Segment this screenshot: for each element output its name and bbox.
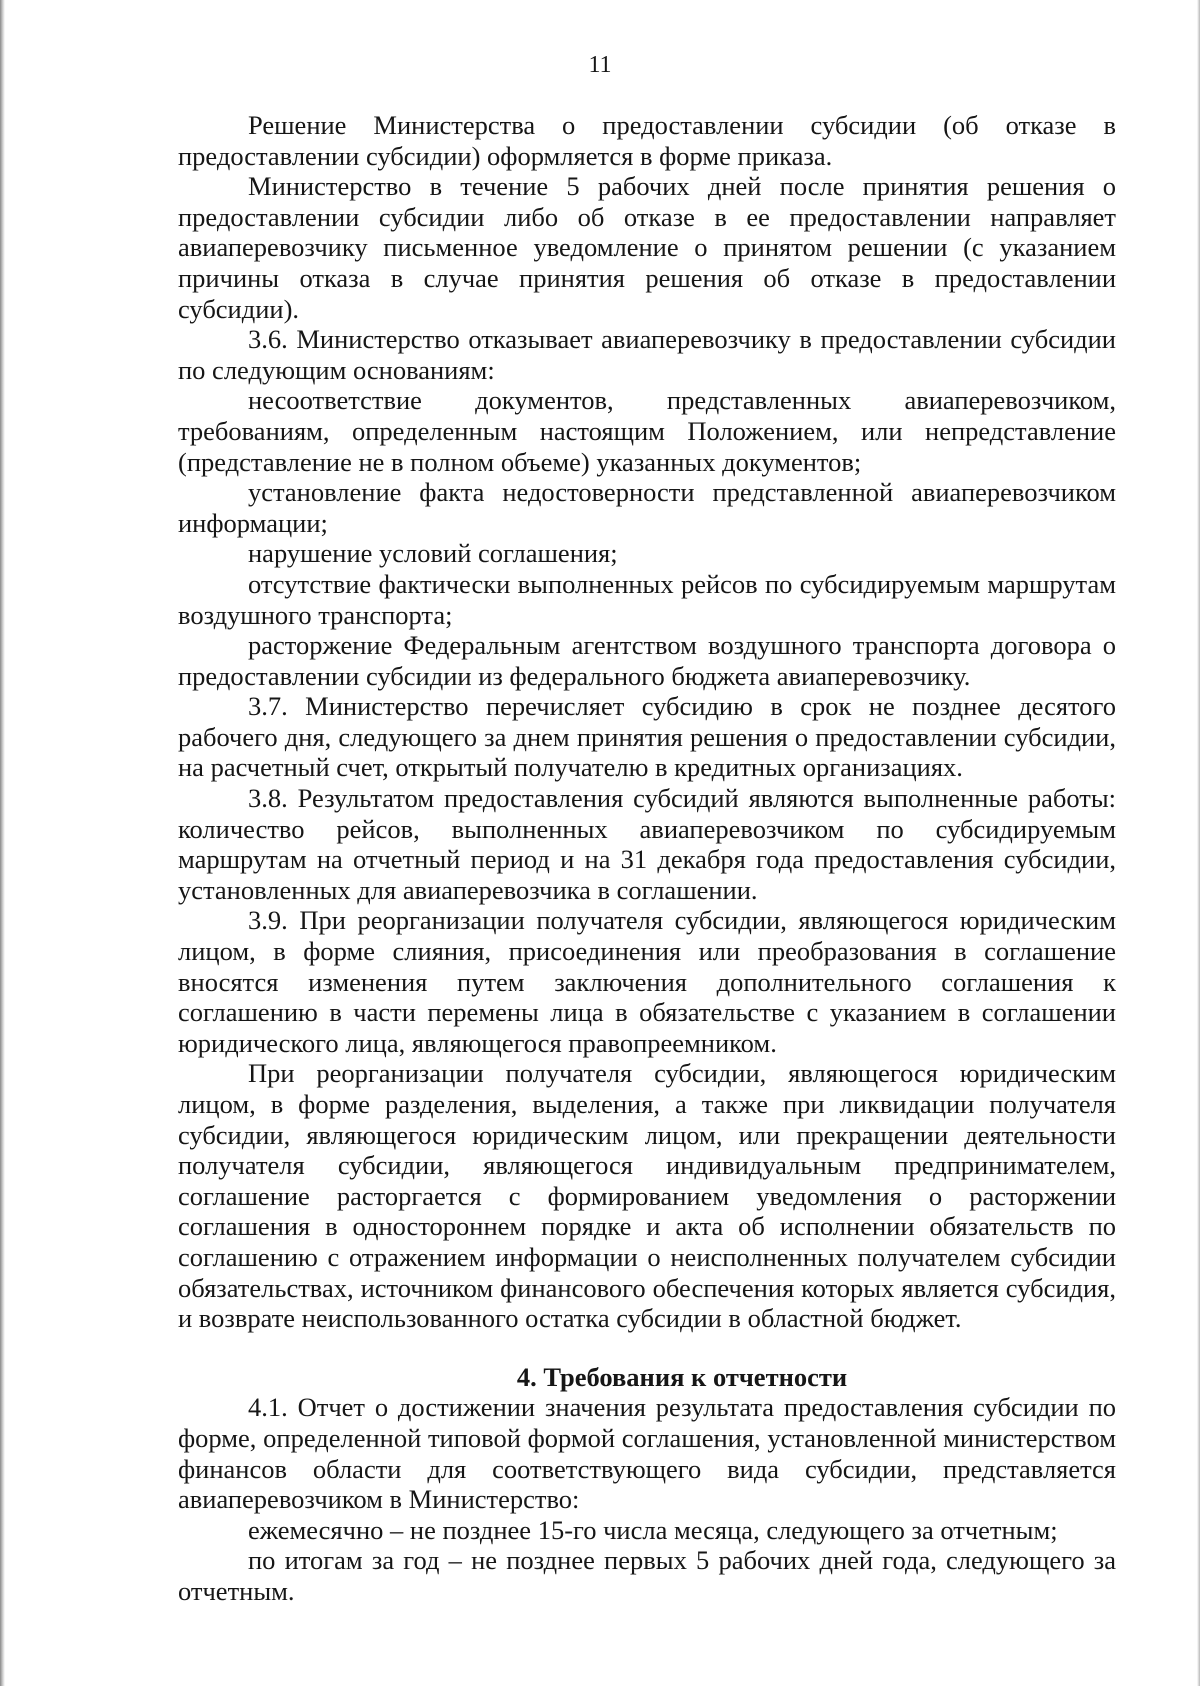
section-heading: 4. Требования к отчетности xyxy=(516,1361,848,1392)
page-number: 11 xyxy=(588,52,612,78)
refusal-ground-no-flights: отсутствие фактически выполненных рейсов по субсидируемым маршрутам воздушного транспорта; xyxy=(178,568,1116,630)
paragraph-3-7: 3.7. Министерство перечисляет субсидию в срок не позднее десятого рабочего дня, следующего за днем принятия решения о предоставлении субсидии, на расчетный счет, открытый получателю в кредитных организациях. xyxy=(178,691,1116,783)
report-yearly: по итогам за год – не позднее первых 5 рабочих дней года, следующего за отчетным. xyxy=(178,1545,1116,1606)
paragraph-3-8: 3.8. Результатом предоставления субсидий являются выполненные работы: количество рейсов, выполненных авиаперевозчиком по субсидируемым маршрутам на отчетный период и на 31 декабря года предоставления субсидии, установленных для авиаперевозчика в соглашении. xyxy=(178,783,1116,905)
paragraph-3-6: 3.6. Министерство отказывает авиаперевозчику в предоставлении субсидии по следующим основаниям: xyxy=(178,324,1116,385)
paragraph-decision-form: Решение Министерства о предоставлении субсидии (об отказе в предоставлении субсидии) оформляется в форме приказа. xyxy=(178,110,1116,171)
refusal-ground-false-info: установление факта недостоверности представленной авиаперевозчиком информации; xyxy=(178,477,1116,538)
paragraph-3-9: 3.9. При реорганизации получателя субсидии, являющегося юридическим лицом, в форме слияния, присоединения или преобразования в соглашение вносятся изменения путем заключения дополнительного соглашения к соглашению в части перемены лица в обязательстве с указанием в соглашении юридического лица, являющегося правопреемником. xyxy=(178,905,1116,1058)
refusal-ground-documents: несоответствие документов, представленных авиаперевозчиком, требованиям, определенным настоящим Положением, или непредставление (представление не в полном объеме) указанных документов; xyxy=(178,385,1116,477)
paragraph-notification: Министерство в течение 5 рабочих дней после принятия решения о предоставлении субсидии либо об отказе в ее предоставлении направляет авиаперевозчику письменное уведомление о принятом решении (с указанием причины отказа в случае принятия решения об отказе в предоставлении субсидии). xyxy=(178,171,1116,324)
scan-edge-left xyxy=(0,0,5,1686)
document-body xyxy=(178,110,1116,1607)
paragraph-reorganization: При реорганизации получателя субсидии, являющегося юридическим лицом, в форме разделения, выделения, а также при ликвидации получателя субсидии, являющегося юридическим лицом, или прекращении деятельности получателя субсидии, являющегося индивидуальным предпринимателем, соглашение расторгается с формированием уведомления о расторжении соглашения в одностороннем порядке и акта об исполнении обязательств по соглашению с отражением информации о неисполненных получателем субсидии обязательствах, источником финансового обеспечения которых является субсидия, и возврате неиспользованного остатка субсидии в областной бюджет. xyxy=(178,1058,1116,1334)
refusal-ground-violation: нарушение условий соглашения; xyxy=(248,538,618,569)
refusal-ground-termination: расторжение Федеральным агентством воздушного транспорта договора о предоставлении субсидии из федерального бюджета авиаперевозчику. xyxy=(178,630,1116,691)
paragraph-4-1: 4.1. Отчет о достижении значения результата предоставления субсидии по форме, определенной типовой формой соглашения, установленной министерством финансов области для соответствующего вида субсидии, представляется авиаперевозчиком в Министерство: xyxy=(178,1392,1116,1515)
report-monthly: ежемесячно – не позднее 15-го числа месяца, следующего за отчетным; xyxy=(248,1514,1058,1545)
